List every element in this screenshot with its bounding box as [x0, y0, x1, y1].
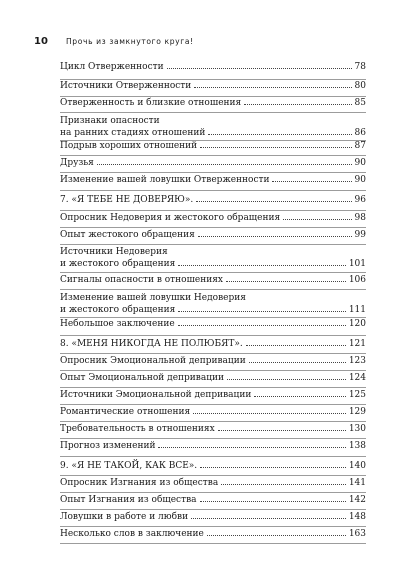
- dot-leader: [249, 362, 346, 363]
- toc-entry: [60, 440, 366, 452]
- entry-divider: [60, 272, 366, 273]
- dot-leader: [97, 164, 352, 165]
- entry-divider: [60, 509, 366, 510]
- toc-entry: [60, 494, 366, 506]
- toc-entry: [60, 477, 366, 489]
- toc-chapter: [60, 194, 366, 206]
- toc-entry: [60, 318, 366, 330]
- toc-entry-title-cont: и жестокого обращения: [60, 259, 176, 269]
- toc-entry-title: Опросник Изгнания из общества: [60, 478, 219, 488]
- toc-entry: [60, 423, 366, 435]
- chapter-title: 9. «Я НЕ ТАКОЙ, КАК ВСЕ».: [60, 461, 198, 471]
- dot-leader: [207, 535, 346, 536]
- entry-divider: [60, 475, 366, 476]
- dot-leader: [178, 265, 346, 266]
- toc-entry-title: Источники Эмоциональной депривации: [60, 390, 252, 400]
- entry-divider: [60, 492, 366, 493]
- dot-leader: [191, 518, 346, 519]
- entry-divider: [60, 438, 366, 439]
- dot-leader: [244, 104, 351, 105]
- chapter-divider: [60, 190, 366, 191]
- toc-entry-title-cont: на ранних стадиях отношений: [60, 128, 206, 138]
- toc-entry: [60, 97, 366, 109]
- toc-entry-page: 123: [348, 356, 366, 366]
- toc-entry: [60, 61, 366, 73]
- toc-entry-title: Романтические отношения: [60, 407, 191, 417]
- toc-entry-page: 101: [348, 259, 366, 269]
- toc-entry: [60, 355, 366, 367]
- toc-entry-page: 85: [354, 98, 366, 108]
- dot-leader: [283, 219, 351, 220]
- toc-entry: [60, 80, 366, 92]
- toc-entry-title: Друзья: [60, 158, 94, 168]
- dot-leader: [158, 447, 345, 448]
- toc-entry: [60, 511, 366, 523]
- dot-leader: [178, 325, 346, 326]
- toc-entry-page: 163: [348, 529, 366, 539]
- dot-leader: [167, 68, 352, 69]
- toc-entry-page: 99: [354, 230, 366, 240]
- toc-entry-title: Цикл Отверженности: [60, 62, 164, 72]
- toc-entry-page: 129: [348, 407, 366, 417]
- toc-entry-title: Опыт Изгнания из общества: [60, 495, 197, 505]
- toc-entry-title: Изменение вашей ловушки Отверженности: [60, 175, 270, 185]
- toc-entry: [60, 372, 366, 384]
- chapter-divider: [60, 456, 366, 457]
- toc-entry-title: Опросник Эмоциональной депривации: [60, 356, 246, 366]
- entry-divider: [60, 421, 366, 422]
- entry-divider: [60, 526, 366, 527]
- dot-leader: [200, 147, 351, 148]
- dot-leader: [221, 484, 346, 485]
- entry-divider: [60, 370, 366, 371]
- toc-entry: [60, 212, 366, 224]
- dot-leader: [200, 501, 346, 502]
- toc-entry-page: 142: [348, 495, 366, 505]
- toc-entry-page: 124: [348, 373, 366, 383]
- entry-divider: [60, 353, 366, 354]
- toc-entry-page: 120: [348, 319, 366, 329]
- toc-entry-page: 78: [354, 62, 366, 72]
- chapter-page: 96: [354, 195, 366, 205]
- toc-entry: [60, 528, 366, 540]
- entry-divider: [60, 210, 366, 211]
- toc-entry-page: 87: [354, 141, 366, 151]
- chapter-page: 121: [348, 339, 366, 349]
- toc-chapter: [60, 460, 366, 472]
- toc-entry-title: Ловушки в работе и любви: [60, 512, 189, 522]
- toc-entry-page: 90: [354, 175, 366, 185]
- table-of-contents: [60, 0, 366, 587]
- toc-entry: [60, 274, 366, 286]
- dot-leader: [246, 345, 346, 346]
- dot-leader: [198, 236, 352, 237]
- toc-entry-title: Прогноз изменений: [60, 441, 156, 451]
- toc-entry: [60, 292, 366, 316]
- dot-leader: [227, 379, 346, 380]
- page-number: 10: [34, 36, 48, 47]
- toc-entry-page: 130: [348, 424, 366, 434]
- entry-divider: [60, 227, 366, 228]
- chapter-title: 8. «МЕНЯ НИКОГДА НЕ ПОЛЮБЯТ».: [60, 339, 243, 349]
- dot-leader: [218, 430, 346, 431]
- dot-leader: [178, 311, 346, 312]
- toc-entry-page: 125: [348, 390, 366, 400]
- toc-entry-page: 111: [348, 305, 366, 315]
- toc-entry: [60, 115, 366, 139]
- entry-divider: [60, 387, 366, 388]
- running-title: Прочь из замкнутого круга!: [66, 37, 194, 46]
- entry-divider: [60, 404, 366, 405]
- toc-entry-title: Небольшое заключение: [60, 319, 175, 329]
- chapter-divider: [60, 335, 366, 336]
- dot-leader: [200, 467, 346, 468]
- toc-entry-page: 148: [348, 512, 366, 522]
- toc-entry-page: 86: [354, 128, 366, 138]
- toc-entry-title: Подрыв хороших отношений: [60, 141, 198, 151]
- toc-chapter: [60, 338, 366, 350]
- toc-entry-title: Сигналы опасности в отношениях: [60, 275, 224, 285]
- toc-entry-title: Изменение вашей ловушки Недоверия: [60, 293, 246, 303]
- toc-entry: [60, 140, 366, 152]
- toc-entry-page: 80: [354, 81, 366, 91]
- toc-entry-title: Опросник Недоверия и жестокого обращения: [60, 213, 281, 223]
- toc-entry: [60, 174, 366, 186]
- entry-divider: [60, 155, 366, 156]
- toc-entry-page: 106: [348, 275, 366, 285]
- entry-divider: [60, 543, 366, 544]
- entry-divider: [60, 289, 366, 290]
- entry-divider: [60, 112, 366, 113]
- toc-entry-page: 138: [348, 441, 366, 451]
- dot-leader: [194, 87, 351, 88]
- toc-entry-page: 98: [354, 213, 366, 223]
- toc-entry-title: Признаки опасности: [60, 116, 160, 126]
- toc-entry-title: Источники Отверженности: [60, 81, 192, 91]
- toc-entry-title: Источники Недоверия: [60, 247, 168, 257]
- entry-divider: [60, 244, 366, 245]
- entry-divider: [60, 172, 366, 173]
- toc-entry-title: Требовательность в отношениях: [60, 424, 215, 434]
- toc-entry: [60, 406, 366, 418]
- toc-entry-title-cont: и жестокого обращения: [60, 305, 176, 315]
- toc-entry: [60, 229, 366, 241]
- chapter-title: 7. «Я ТЕБЕ НЕ ДОВЕРЯЮ».: [60, 195, 194, 205]
- toc-entry-title: Опыт Эмоциональной депривации: [60, 373, 224, 383]
- dot-leader: [272, 181, 351, 182]
- toc-entry-title: Опыт жестокого обращения: [60, 230, 195, 240]
- toc-entry-page: 141: [348, 478, 366, 488]
- toc-entry-title: Несколько слов в заключение: [60, 529, 204, 539]
- dot-leader: [196, 201, 351, 202]
- dot-leader: [208, 134, 351, 135]
- dot-leader: [226, 281, 346, 282]
- dot-leader: [254, 396, 345, 397]
- toc-entry-page: 90: [354, 158, 366, 168]
- toc-entry: [60, 389, 366, 401]
- toc-entry: [60, 157, 366, 169]
- toc-entry-title: Отверженность и близкие отношения: [60, 98, 242, 108]
- chapter-page: 140: [348, 461, 366, 471]
- dot-leader: [193, 413, 346, 414]
- toc-entry: [60, 246, 366, 270]
